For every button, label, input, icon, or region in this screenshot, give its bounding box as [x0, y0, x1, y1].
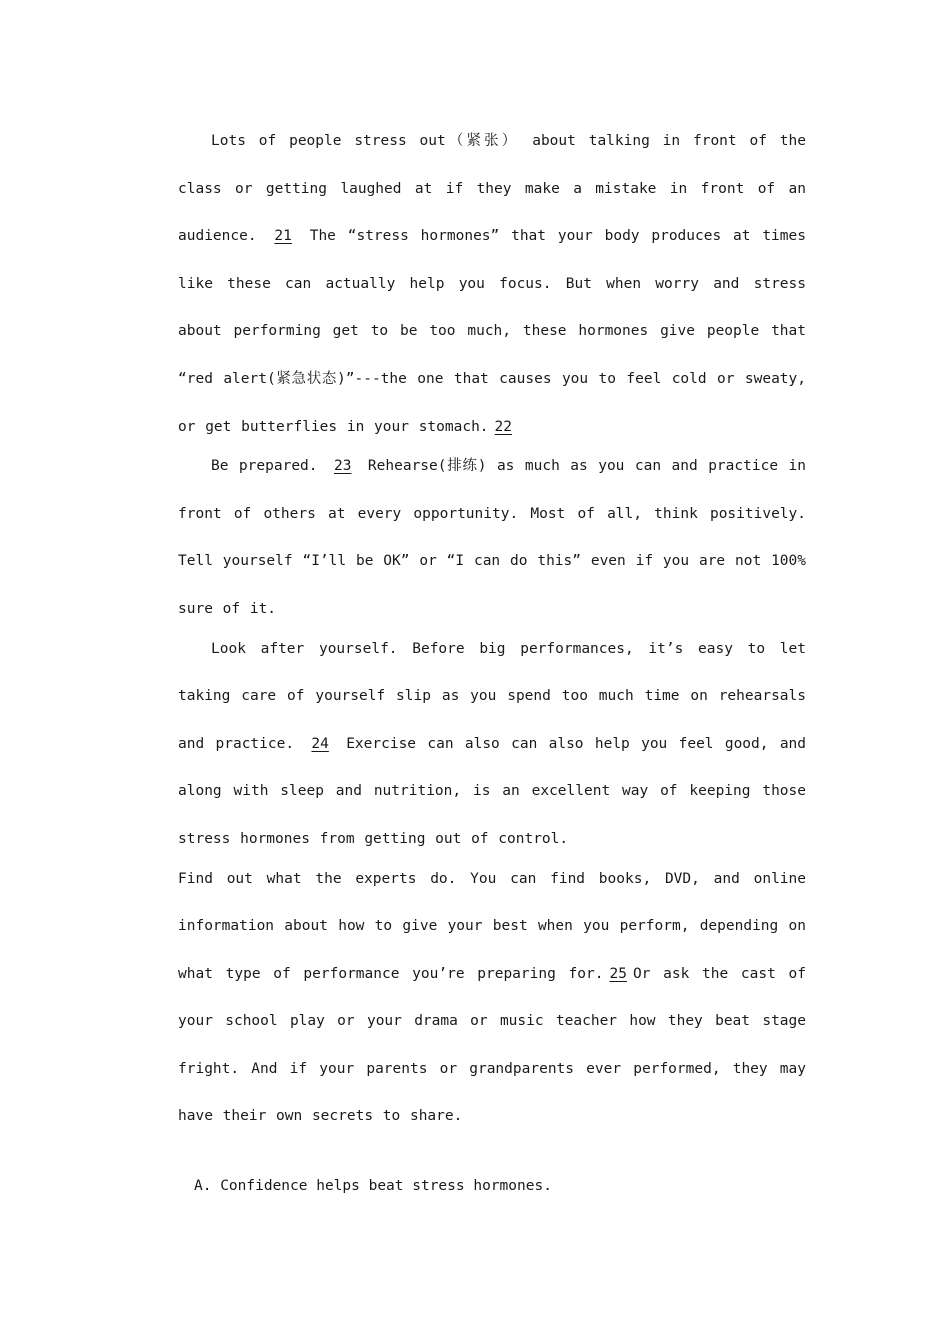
paragraph-2-text-a: Be prepared.: [211, 458, 328, 475]
paragraph-4-text-a: Find out what the experts do. You can find books, DVD, and online information about how to give your best when you perform, depending on what type of performance you’re preparing for.: [178, 870, 806, 982]
paragraph-3-text-a: Look after yourself. Before big performances, it’s easy to let taking care of yourself slip as you spend too much time on rehearsals and practice.: [178, 640, 806, 752]
blank-22: 22: [494, 418, 513, 435]
paragraph-2: [178, 443, 806, 633]
paragraph-4: [178, 856, 806, 1142]
passage: [178, 118, 806, 1141]
paragraph-1-text-b: The “stress hormones” that your body produces at times like these can actually help you focus. But when worry and stress about performing get to be too much, these hormones give people that “red alert(紧急状态)”---the one that causes you to feel cold or sweaty, or get butterflies in your stomach.: [178, 228, 806, 435]
blank-21: 21: [274, 228, 292, 245]
paragraph-4-text-b: Or ask the cast of your school play or your drama or music teacher how they beat stage fright. And if your parents or grandparents ever performed, they may have their own secrets to share.: [178, 965, 806, 1125]
paragraph-1-text-a: Lots of people stress out（紧张） about talking in front of the class or getting laughed at if they make a mistake in front of an audience.: [178, 133, 806, 245]
paragraph-1: [178, 118, 806, 451]
blank-23: 23: [333, 458, 352, 475]
blank-25: 25: [609, 965, 627, 982]
paragraph-3-text-b: Exercise can also can also help you feel good, and along with sleep and nutrition, is an excellent way of keeping those stress hormones from getting out of control.: [178, 735, 807, 847]
paragraph-2-text-b: Rehearse(排练) as much as you can and practice in front of others at every opportunity. Most of all, think positively. Tell yourself “I’ll be OK” or “I can do this” even if you are not 100% sure of it.: [178, 458, 806, 617]
paragraph-3: [178, 626, 806, 864]
option-a: A. Confidence helps beat stress hormones.: [194, 1178, 552, 1194]
blank-24: 24: [311, 735, 329, 752]
